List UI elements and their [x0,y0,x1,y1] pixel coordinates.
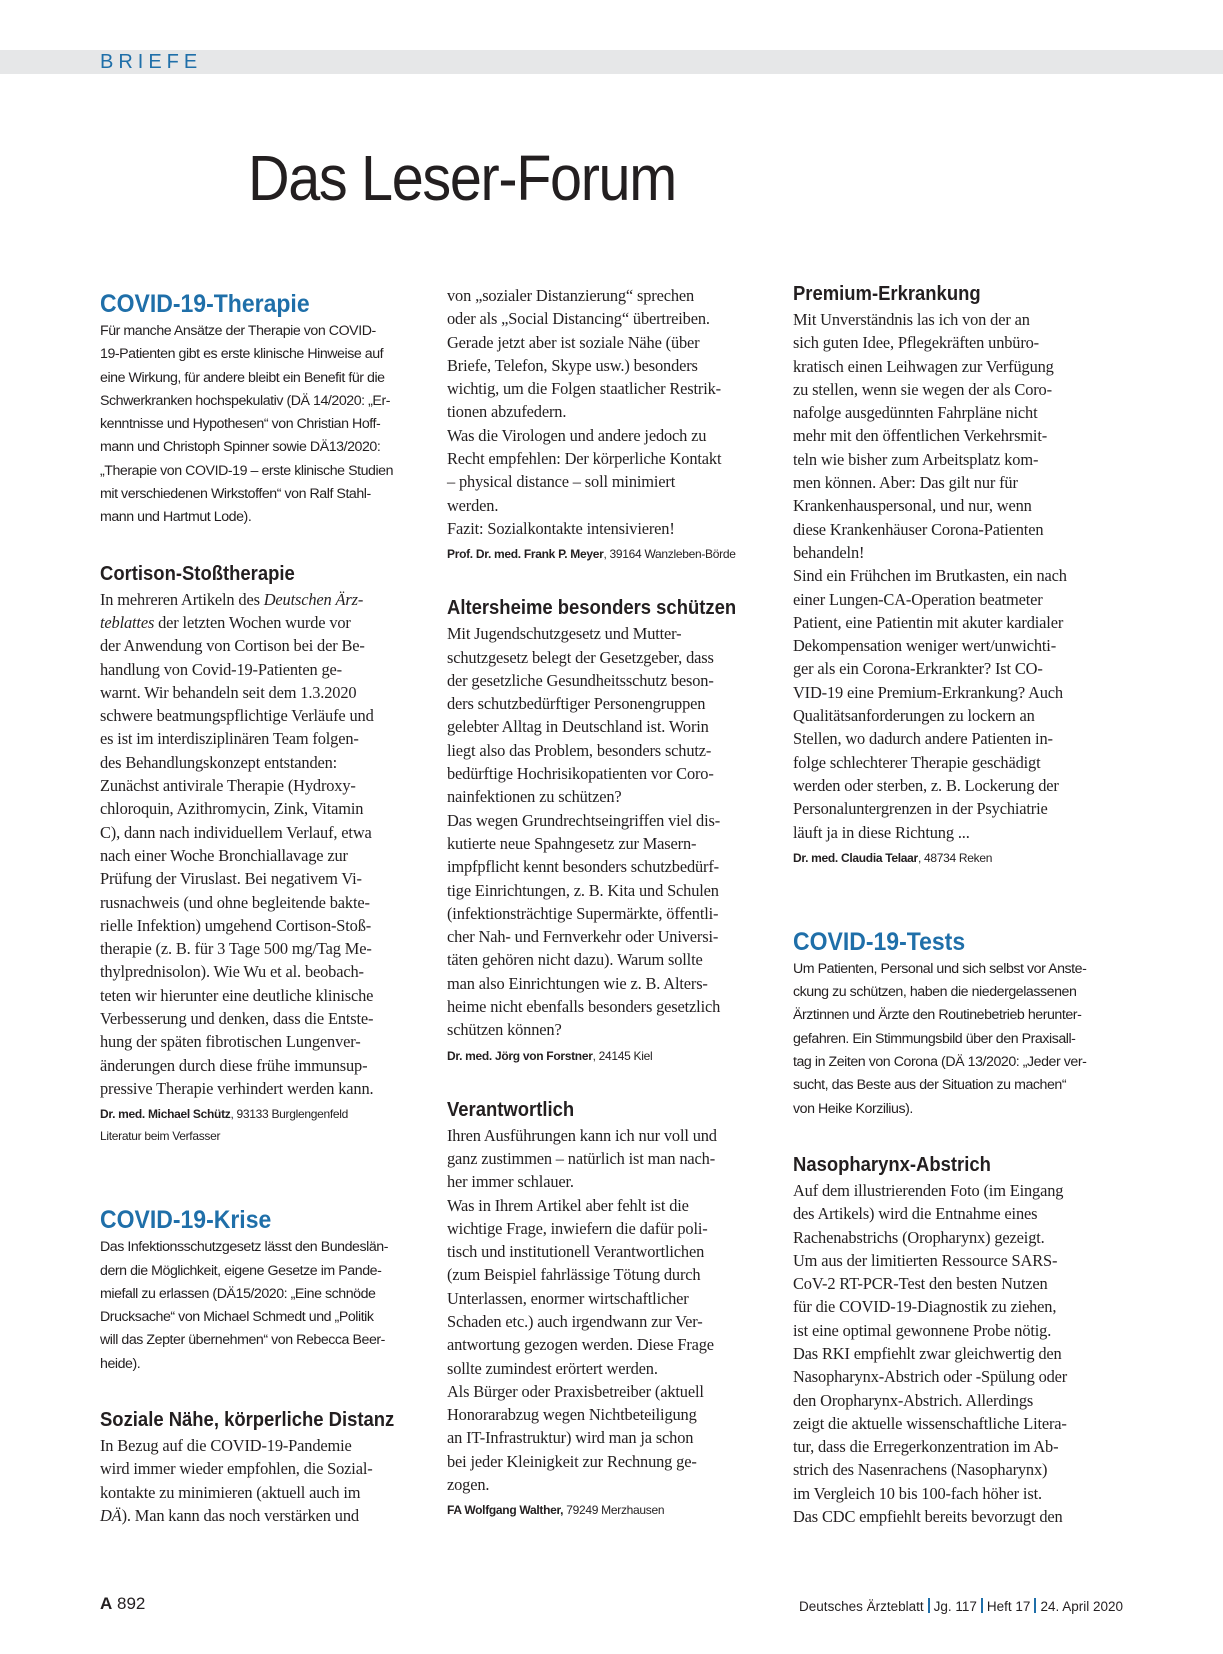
text-line: mann und Hartmut Lode). [100,509,252,526]
text-line: pressive Therapie verhindert werden kann. [100,1078,374,1098]
text-line: bedürftige Hochrisikopatienten vor Coro- [447,764,714,784]
text-line: nafolge ausgedünnten Fahrpläne nicht [793,403,1038,423]
text-line: Schaden etc.) auch irgendwann zur Ver- [447,1311,703,1331]
text-line: wichtig, um die Folgen staatlicher Restrik- [447,379,721,399]
text-line: chloroquin, Azithromycin, Zink, Vitamin [100,799,364,819]
text-line: (infektionsträchtige Supermärkte, öffentli- [447,903,719,923]
text-line: kutierte neue Spahngesetz zur Masern- [447,833,697,853]
text-line: hung der späten fibrotischen Lungenver- [100,1032,361,1052]
text-line: will das Zepter übernehmen“ von Rebecca Beer- [100,1332,385,1349]
text-line: des Artikels) wird die Entnahme eines [793,1204,1038,1224]
text-line: Personaluntergrenzen in der Psychiatrie [793,799,1048,819]
column-2 [447,284,777,1520]
text-line: Drucksache“ von Michael Schmedt und „Politik [100,1309,374,1326]
heading-verantwortlich: Verantwortlich [447,1097,575,1121]
text-line: heide). [100,1355,141,1372]
text-line: kenntnisse und Hypothesen“ von Christian Hoff- [100,416,381,433]
text-line: es ist im interdisziplinären Team folgen- [100,729,359,749]
text-line: Was in Ihrem Artikel aber fehlt ist die [447,1195,689,1215]
text-line: Um aus der limitierten Ressource SARS- [793,1250,1058,1270]
text-line: bei jeder Kleinigkeit zur Rechnung ge- [447,1451,697,1471]
text-line: Schwerkranken hochspekulativ (DÄ 14/2020: „Er- [100,392,390,409]
signature-telaar: Dr. med. Claudia Telaar, 48734 Reken [793,850,993,865]
body-altersheime [447,622,777,1041]
body-line: In mehreren Artikeln des Deutschen Ärz- [100,589,364,609]
heading-premium: Premium-Erkrankung [793,282,981,305]
text-line: Das CDC empfiehlt bereits bevorzugt den [793,1507,1063,1527]
text-line: werden oder sterben, z. B. Lockerung der [793,775,1059,795]
heading-covid-therapie: COVID-19-Therapie [100,290,310,318]
text-line: der gesetzliche Gesundheitsschutz beson- [447,670,714,690]
body-nasopharynx [793,1179,1123,1528]
text-line: Dekompensation weniger wert/unwichti- [793,636,1056,656]
text-line: nach einer Woche Bronchiallavage zur [100,845,348,865]
text-line: tur, dass die Erregerkonzentration im Ab- [793,1437,1059,1457]
text-line: Als Bürger oder Praxisbetreiber (aktuell [447,1381,704,1401]
text-line: dern die Möglichkeit, eigene Gesetze im Pande- [100,1262,382,1279]
text-line: heime nicht ebenfalls besonders gesetzlich [447,997,721,1017]
body-premium [793,308,1123,844]
heading-covid-tests: COVID-19-Tests [793,927,966,956]
text-line: des Behandlungskonzept entstanden: [100,752,338,772]
footer-separator [1034,1598,1036,1613]
text-line: Zunächst antivirale Therapie (Hydroxy- [100,776,356,796]
heading-soziale-naehe: Soziale Nähe, körperliche Distanz [100,1407,395,1431]
text-line: 19-Patienten gibt es erste klinische Hinweise auf [100,346,384,363]
text-line: teln wie bisher zum Arbeitsplatz kom- [793,449,1039,469]
text-line: änderungen durch diese frühe immunsup- [100,1055,368,1075]
text-line: einer Lungen-CA-Operation beatmeter [793,589,1043,609]
body-soziale-naehe [100,1434,430,1527]
signature-cortison: Dr. med. Michael Schütz, 93133 Burglengenfeld [100,1107,348,1122]
text-line: strich des Nasenrachens (Nasopharynx) [793,1460,1048,1480]
text-line: therapie (z. B. für 3 Tage 500 mg/Tag Me- [100,939,372,959]
heading-covid-krise: COVID-19-Krise [100,1206,272,1235]
text-line: VID-19 eine Premium-Erkrankung? Auch [793,682,1063,702]
text-line: von „sozialer Distanzierung“ sprechen [447,286,695,305]
text-line: CoV-2 RT-PCR-Test den besten Nutzen [793,1274,1048,1294]
text-line: mit verschiedenen Wirkstoffen“ von Ralf Stahl- [100,486,371,503]
text-line: impfpflicht kennt besonders schutzbedürf- [447,857,719,877]
text-line: ders schutzbedürftiger Personengruppen [447,694,706,714]
lead-covid-krise [100,1236,430,1376]
text-line: kontakte zu minimieren (aktuell auch im [100,1482,361,1502]
text-line: tisch und institutionell Verantwortlichen [447,1242,705,1262]
text-line: mann und Christoph Spinner sowie DÄ13/2020: [100,439,381,456]
text-line: handlung von Covid-19-Patienten ge- [100,659,342,679]
text-line: zeigt die aktuelle wissenschaftliche Litera- [793,1413,1067,1433]
text-line: behandeln! [793,542,865,562]
text-line: Stellen, wo dadurch andere Patienten in- [793,729,1053,749]
text-line: täten gehören nicht dazu). Warum sollte [447,950,703,970]
text-line: teten wir hierunter eine deutliche klinische [100,985,374,1005]
text-line: wird immer wieder empfohlen, die Sozial- [100,1459,373,1479]
text-line: sollte zumindest erörtert werden. [447,1358,658,1378]
text-line: Ihren Ausführungen kann ich nur voll und [447,1125,717,1145]
text-line: antwortung gezogen werden. Diese Frage [447,1335,714,1355]
text-line: man also Einrichtungen wie z. B. Alters- [447,973,708,993]
text-line: Patient, eine Patientin mit akuter kardialer [793,612,1064,632]
text-line: Verbesserung und denken, dass die Entste- [100,1009,374,1029]
text-line: cher Nah- und Fernverkehr oder Universi- [447,927,719,947]
text-line: Ärztinnen und Ärzte den Routinebetrieb herunter- [793,1007,1082,1024]
text-line: C), dann nach individuellem Verlauf, etwa [100,822,372,842]
text-line: Prüfung der Viruslast. Bei negativem Vi- [100,869,362,889]
signature-forstner: Dr. med. Jörg von Forstner, 24145 Kiel [447,1048,653,1063]
text-line: warnt. Wir behandeln seit dem 1.3.2020 [100,682,357,702]
page-number: A 892 [100,1594,146,1613]
text-line: miefall zu erlassen (DÄ15/2020: „Eine schnöde [100,1285,376,1302]
text-line: tige Einrichtungen, z. B. Kita und Schulen [447,880,719,900]
text-line: tionen abzufedern. [447,402,567,422]
lead-covid-therapie [100,320,430,530]
text-line: mehr mit den öffentlichen Verkehrsmit- [793,426,1048,446]
body-verantwortlich [447,1124,777,1497]
text-line: her immer schlauer. [447,1172,574,1192]
text-line: Rachenabstrichs (Oropharynx) gezeigt. [793,1227,1045,1247]
text-line: liegt also das Problem, besonders schutz- [447,740,712,760]
text-line: – physical distance – soll minimiert [447,472,676,492]
text-line: tag in Zeiten von Corona (DÄ 13/2020: „Jeder ver- [793,1054,1087,1071]
text-line: Mit Jugendschutzgesetz und Mutter- [447,624,682,644]
footer-separator [981,1598,983,1613]
text-line: schwere beatmungspflichtige Verläufe und [100,706,374,726]
text-line: „Therapie von COVID-19 – erste klinische Studien [100,462,394,479]
text-line: In Bezug auf die COVID-19-Pandemie [100,1435,352,1455]
text-line: Das wegen Grundrechtseingriffen viel dis- [447,810,721,830]
page-title: Das Leser-Forum [248,142,676,214]
text-line: rielle Infektion) umgehend Cortison-Stoß- [100,915,372,935]
text-line: Was die Virologen und andere jedoch zu [447,425,707,445]
body-line: DÄ). Man kann das noch verstärken und [100,1505,359,1525]
footer-date: 24. April 2020 [1040,1599,1123,1614]
text-line: Briefe, Telefon, Skype usw.) besonders [447,355,698,375]
body-cortison [100,588,430,1101]
text-line: Krankenhauspersonal, und nur, wenn [793,496,1032,516]
signature-meyer: Prof. Dr. med. Frank P. Meyer, 39164 Wanzleben-Börde [447,547,736,562]
text-line: sich guten Idee, Pflegekräften unbüro- [793,333,1039,353]
footer-issue: Heft 17 [986,1599,1031,1614]
text-line: sucht, das Beste aus der Situation zu machen“ [793,1077,1067,1094]
footer-citation [799,1598,1123,1614]
text-line: ganz zustimmen – natürlich ist man nach- [447,1148,716,1168]
text-line: Für manche Ansätze der Therapie von COVID- [100,323,376,339]
text-line: nainfektionen zu schützen? [447,787,622,807]
text-line: gelebter Alltag in Deutschland ist. Worin [447,717,709,737]
text-line: Unterlassen, enormer wirtschaftlicher [447,1288,689,1308]
text-line: für die COVID-19-Diagnostik zu ziehen, [793,1297,1057,1317]
text-line: von Heike Korzilius). [793,1100,913,1117]
text-line: an IT-Infrastruktur) wird man ja schon [447,1428,694,1448]
footer-journal: Deutsches Ärzteblatt [799,1599,924,1614]
body-line: teblattes der letzten Wochen wurde vor [100,612,351,632]
text-line: zu stellen, wenn sie wegen der als Coro- [793,379,1052,399]
column-3 [793,280,1123,1528]
text-line: folge schlechterer Therapie geschädigt [793,752,1041,772]
text-line: Recht empfehlen: Der körperliche Kontakt [447,449,722,469]
note-literature: Literatur beim Verfasser [100,1129,221,1144]
text-line: wichtige Frage, inwiefern die dafür poli- [447,1218,708,1238]
footer-separator [928,1598,930,1613]
text-line: Das RKI empfiehlt zwar gleichwertig den [793,1343,1062,1363]
text-line: oder als „Social Distancing“ übertreiben. [447,309,710,329]
text-line: eine Wirkung, für andere bleibt ein Benefit für die [100,369,385,386]
column-1 [100,288,430,1527]
text-line: gefahren. Ein Stimmungsbild über den Praxisall- [793,1030,1076,1047]
lead-covid-tests [793,958,1123,1121]
section-label: BRIEFE [100,51,203,73]
text-line: werden. [447,495,499,515]
text-line: schutzgesetz belegt der Gesetzgeber, dass [447,647,714,667]
body-soziale-naehe-cont [447,284,777,540]
text-line: schützen können? [447,1020,562,1040]
text-line: Gerade jetzt aber ist soziale Nähe (über [447,332,700,352]
text-line: ist eine optimal gewonnene Probe nötig. [793,1320,1052,1340]
text-line: Mit Unverständnis las ich von der an [793,310,1030,329]
heading-nasopharynx: Nasopharynx-Abstrich [793,1152,991,1176]
text-line: Qualitätsanforderungen zu lockern an [793,706,1035,726]
text-line: thylprednisolon). Wie Wu et al. beobach- [100,962,364,982]
text-line: Um Patienten, Personal und sich selbst vor Anste- [793,960,1087,977]
text-line: Fazit: Sozialkontakte intensivieren! [447,518,675,538]
text-line: im Vergleich 10 bis 100-fach höher ist. [793,1483,1042,1503]
text-line: men können. Aber: Das gilt nur für [793,473,1018,493]
heading-cortison: Cortison-Stoßtherapie [100,561,295,585]
footer-volume: Jg. 117 [933,1599,977,1614]
text-line: der Anwendung von Cortison bei der Be- [100,636,365,656]
text-line: Nasopharynx-Abstrich oder -Spülung oder [793,1367,1068,1387]
text-line: ger als ein Corona-Erkrankter? Ist CO- [793,659,1043,679]
text-line: ckung zu schützen, haben die niedergelassenen [793,984,1077,1001]
text-line: den Oropharynx-Abstrich. Allerdings [793,1390,1034,1410]
text-line: Sind ein Frühchen im Brutkasten, ein nach [793,566,1067,586]
heading-altersheime: Altersheime besonders schützen [447,596,737,620]
text-line: Honorarabzug wegen Nichtbeteiligung [447,1405,697,1425]
text-line: zogen. [447,1475,490,1495]
text-line: läuft ja in diese Richtung ... [793,822,970,842]
text-line: rusnachweis (und ohne begleitende bakte- [100,892,370,912]
text-line: kratisch einen Leihwagen zur Verfügung [793,356,1054,376]
signature-walther: FA Wolfgang Walther, 79249 Merzhausen [447,1503,665,1518]
text-line: diese Krankenhäuser Corona-Patienten [793,519,1044,539]
text-line: Auf dem illustrierenden Foto (im Eingang [793,1180,1064,1200]
text-line: (zum Beispiel fahrlässige Tötung durch [447,1265,701,1285]
text-line: Das Infektionsschutzgesetz lässt den Bundeslän- [100,1239,388,1256]
